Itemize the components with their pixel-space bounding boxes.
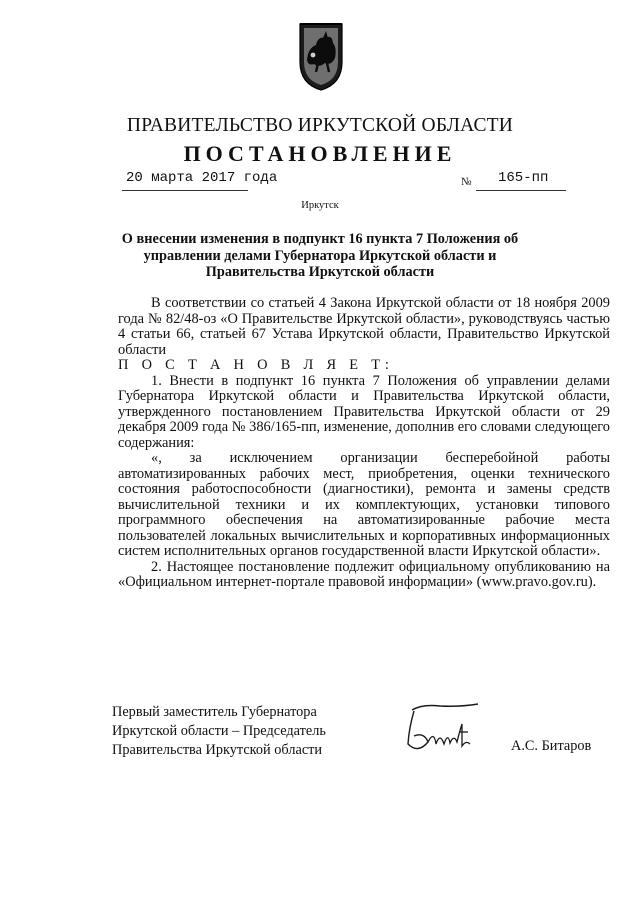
coat-of-arms-emblem	[296, 18, 346, 92]
point-1-quote-paragraph: «, за исключением организации бесперебойной работы автоматизированных рабочих мест, приобретения, оценки технического состояния работоспособности (диагностики), ремонта и замены средств вычислительной техники и их комплектующих, установки типового программного обеспечения на автоматизированные рабочие места пользователей локальных вычислительных и корпоративных информационных систем исполнительных органов государственной власти Иркутской области».	[118, 450, 610, 559]
city: Иркутск	[301, 200, 339, 211]
document-body	[118, 296, 610, 591]
document-type: ПОСТАНОВЛЕНИЕ	[183, 141, 457, 166]
number-underline	[476, 190, 566, 191]
position-line-2: Иркутской области – Председатель	[112, 723, 326, 739]
document-number: 165-пп	[498, 170, 549, 186]
position-line-1: Первый заместитель Губернатора	[112, 704, 317, 720]
signatory-name: А.С. Битаров	[511, 738, 592, 754]
decree-word: П О С Т А Н О В Л Я Е Т:	[118, 357, 394, 373]
handwritten-signature	[400, 702, 482, 754]
position-line-3: Правительства Иркутской области	[112, 742, 323, 758]
document-heading: О внесении изменения в подпункт 16 пункта 7 Положения об управлении делами Губернатора Иркутской области и Правительства Иркутской области	[121, 231, 519, 280]
date-underline	[122, 190, 248, 191]
point-2-paragraph: 2. Настоящее постановление подлежит официальному опубликованию на «Официальном интернет-портале правовой информации» (www.pravo.gov.ru).	[118, 558, 610, 590]
point-1-paragraph: 1. Внести в подпункт 16 пункта 7 Положения об управлении делами Губернатора Иркутской области и Правительства Иркутской области, утвержденного постановлением Правительства Иркутской области от 29 декабря 2009 года № 386/165-пп, изменение, дополнив его словами следующего содержания:	[118, 372, 610, 451]
number-sign: №	[461, 176, 472, 188]
government-title: ПРАВИТЕЛЬСТВО ИРКУТСКОЙ ОБЛАСТИ	[126, 115, 514, 136]
signatory-position	[112, 703, 326, 760]
preamble-paragraph: В соответствии со статьей 4 Закона Иркутской области от 18 ноября 2009 года № 82/48-оз «О Правительстве Иркутской области», руководствуясь частью 4 статьи 66, статьей 67 Устава Иркутской области, Правительство Иркутской области	[118, 295, 610, 358]
document-date: 20 марта 2017 года	[126, 170, 278, 186]
